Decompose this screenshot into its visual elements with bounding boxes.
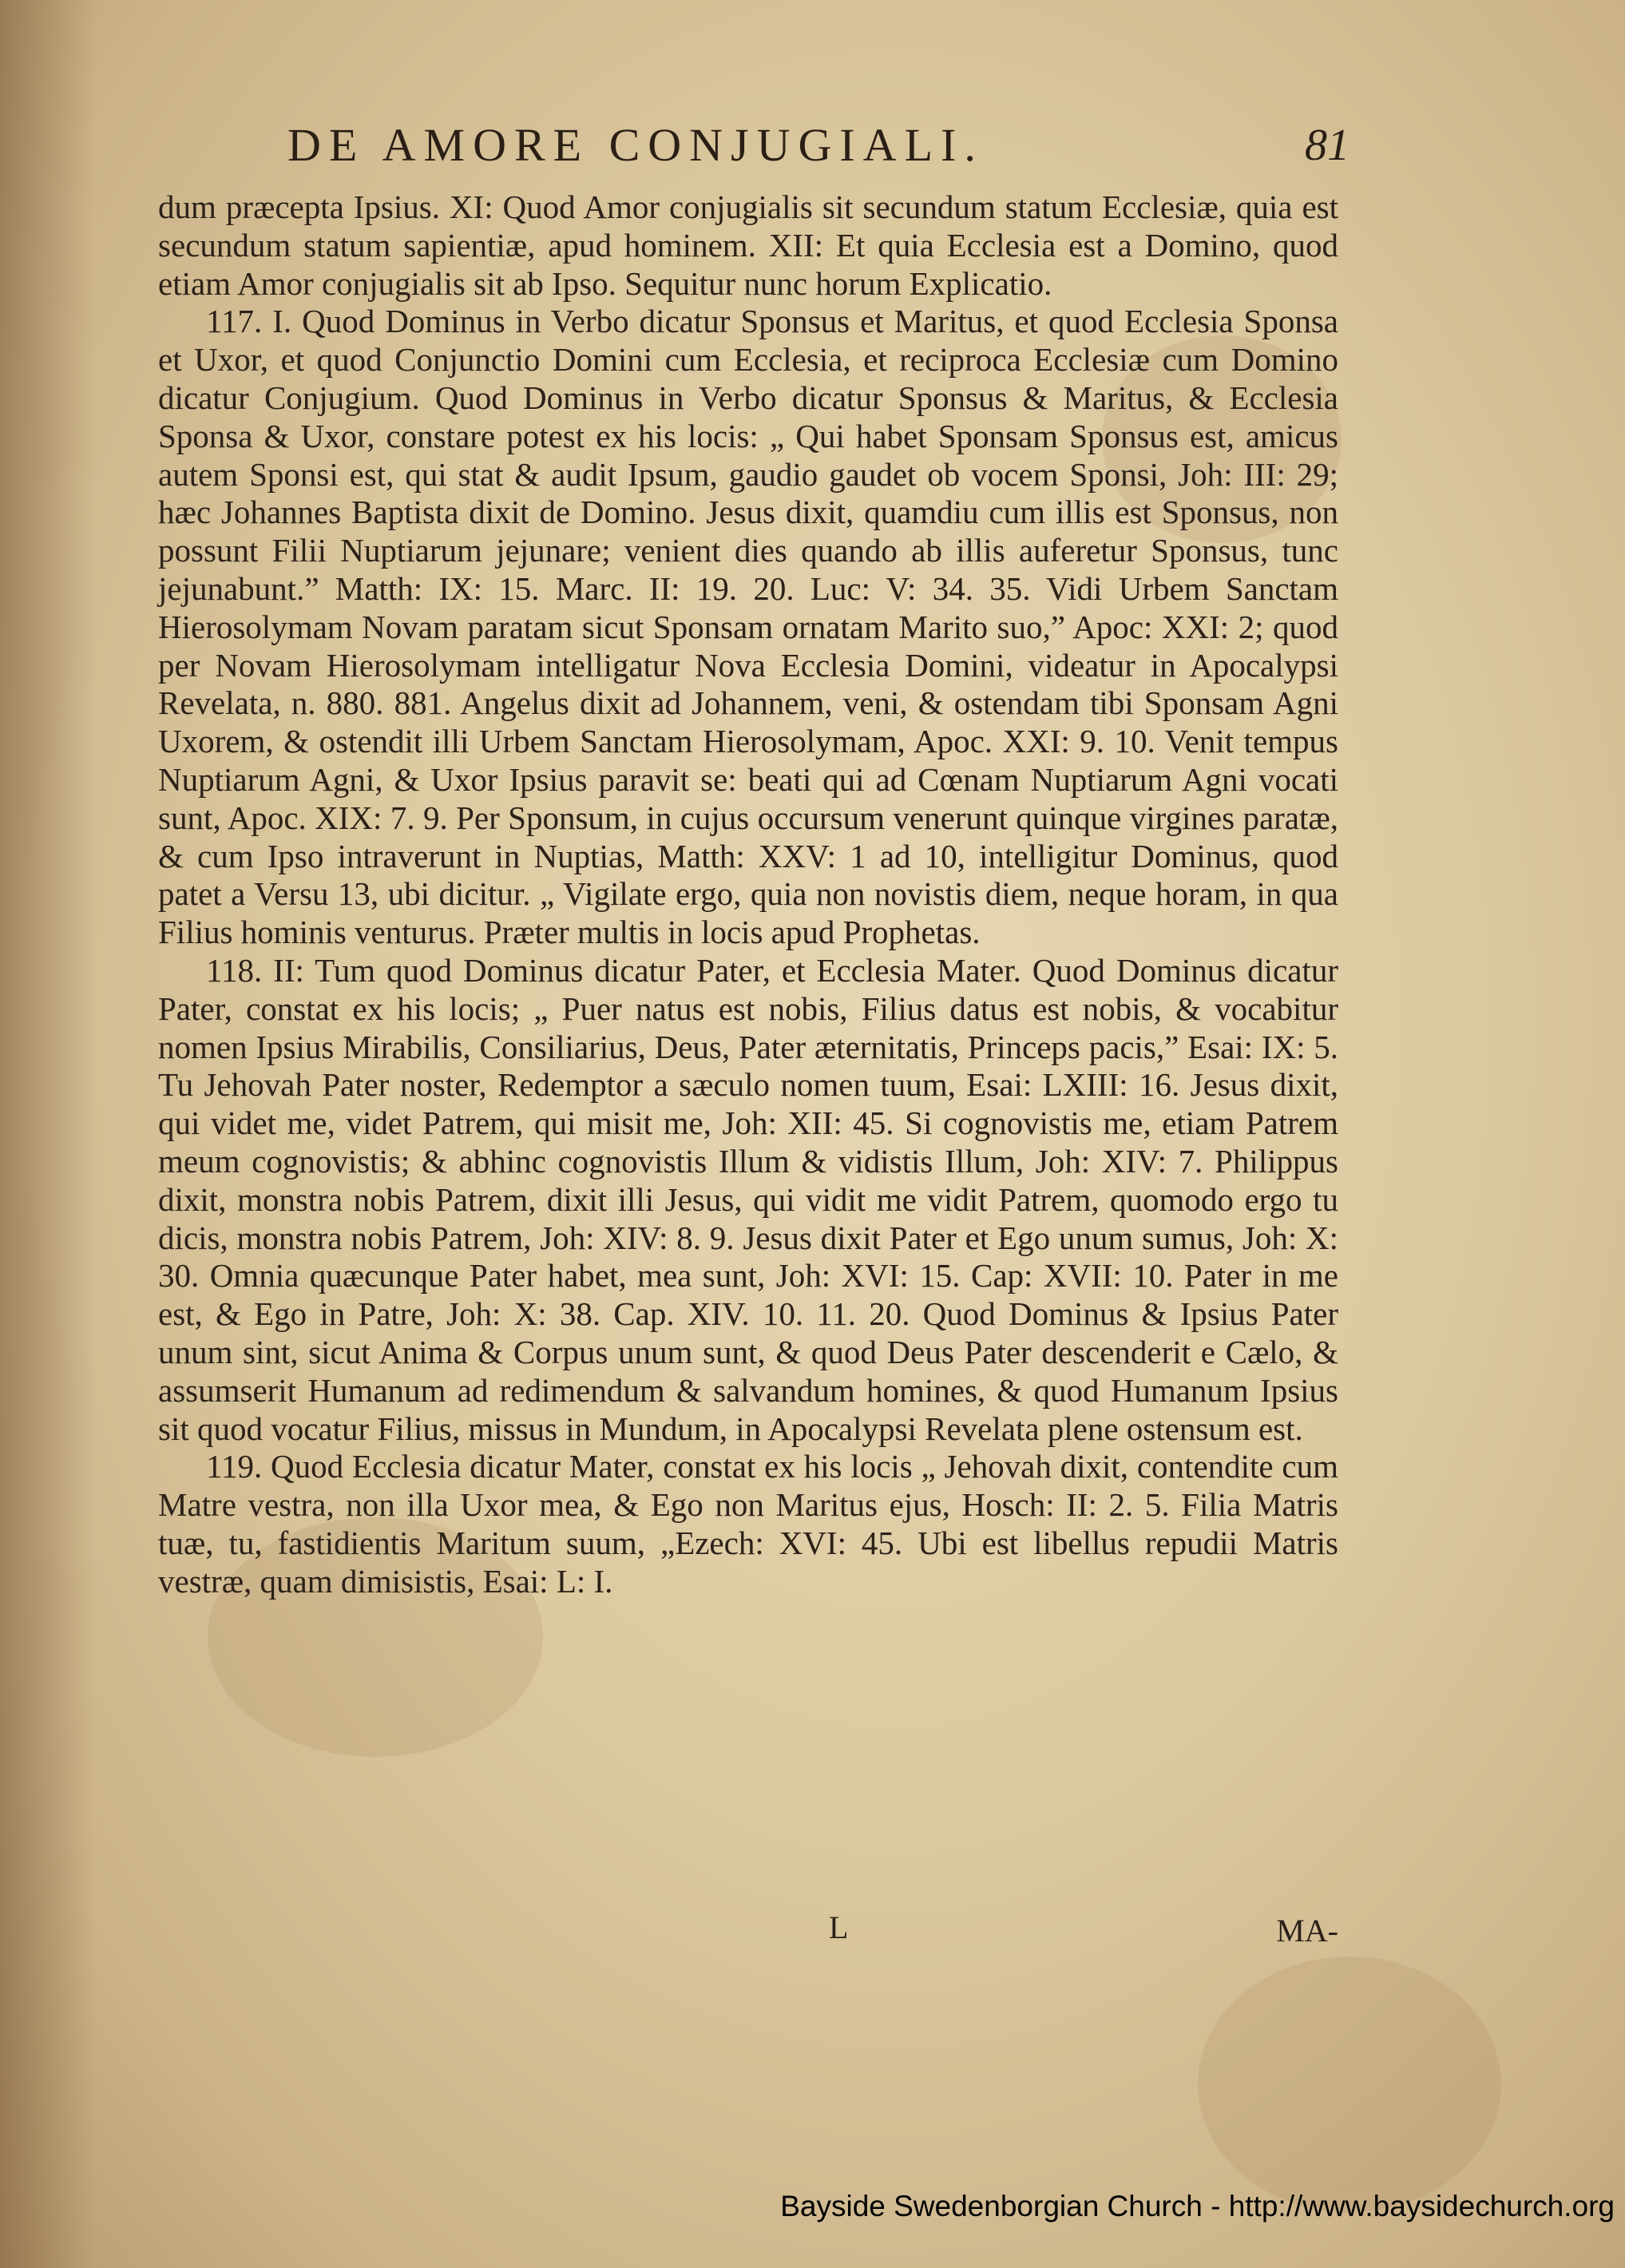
paragraph-118: 118. II: Tum quod Dominus dicatur Pater, et Ecclesia Mater. Quod Dominus dicatur Pater, constat ex his locis; „ Puer natus est nobis, Filius datus est nobis, & vocabitur nomen Ipsius Mirabilis, Consiliarius, Deus, Pater æternitatis, Princeps pacis,” Esai: IX: 5. Tu Jehovah Pater noster, Redemptor a sæculo nomen tuum, Esai: LXIII: 16. Jesus dixit, qui videt me, videt Patrem, qui misit me, Joh: XII: 45. Si cognovistis me, etiam Patrem meum cognovistis; & abhinc cognovistis Illum & vidistis Illum, Joh: XIV: 7. Philippus dixit, monstra nobis Patrem, dixit illi Jesus, qui vidit me vidit Patrem, quomodo ergo tu dicis, monstra nobis Patrem, Joh: XIV: 8. 9. Jesus dixit Pater et Ego unum sumus, Joh: X: 30. Omnia quæcunque Pater habet, mea sunt, Joh: XVI: 15. Cap: XVII: 10. Pater in me est, & Ego in Patre, Joh: X: 38. Cap. XIV. 10. 11. 20. Quod Dominus & Ipsius Pater unum sint, sicut Anima & Corpus unum sunt, & quod Deus Pater descenderit e Cælo, & assumserit Humanum ad redimendum & salvandum homines, & quod Humanum Ipsius sit quod vocatur Filius, missus in Mundum, in Apocalypsi Revelata plene ostensum est. [158,951,1338,1447]
catchword: MA- [1276,1913,1338,1949]
page-gutter-shadow [0,0,96,2268]
paragraph-continuation: dum præcepta Ipsius. XI: Quod Amor conjugialis sit secundum statum Ecclesiæ, quia est secundum statum sapientiæ, apud hominem. XII: Et quia Ecclesia est a Domino, quod etiam Amor conjugialis sit ab Ipso. Sequitur nunc horum Explicatio. [158,188,1338,302]
paragraph-117: 117. I. Quod Dominus in Verbo dicatur Sponsus et Maritus, et quod Ecclesia Sponsa et Uxor, et quod Conjunctio Domini cum Ecclesia, et reciproca Ecclesiæ cum Domino dicatur Conjugium. Quod Dominus in Verbo dicatur Sponsus & Maritus, & Ecclesia Sponsa & Uxor, constare potest ex his locis: „ Qui habet Sponsam Sponsus est, amicus autem Sponsi est, qui stat & audit Ipsum, gaudio gaudet ob vocem Sponsi, Joh: III: 29; hæc Johannes Baptista dixit de Domino. Jesus dixit, quamdiu cum illis est Sponsus, non possunt Filii Nuptiarum jejunare; venient dies quando ab illis auferetur Sponsus, tunc jejunabunt.” Matth: IX: 15. Marc. II: 19. 20. Luc: V: 34. 35. Vidi Urbem Sanctam Hierosolymam Novam paratam sicut Sponsam ornatam Marito suo,” Apoc: XXI: 2; quod per Novam Hierosolymam intelligatur Nova Ecclesia Domini, videatur in Apocalypsi Revelata, n. 880. 881. Angelus dixit ad Johannem, veni, & ostendam tibi Sponsam Agni Uxorem, & ostendit illi Urbem Sanctam Hierosolymam, Apoc. XXI: 9. 10. Venit tempus Nuptiarum Agni, & Uxor Ipsius paravit se: beati qui ad Cœnam Nuptiarum Agni vocati sunt, Apoc. XIX: 7. 9. Per Sponsum, in cujus occursum venerunt quinque virgines paratæ, & cum Ipso intraverunt in Nuptias, Matth: XXV: 1 ad 10, intelligitur Dominus, quod patet a Versu 13, ubi dicitur. „ Vigilate ergo, quia non novistis diem, neque horam, in qua Filius hominis venturus. Præter multis in locis apud Prophetas. [158,303,1338,951]
running-title: DE AMORE CONJUGIALI. [287,119,984,171]
page-header [287,118,1350,174]
paragraph-119: 119. Quod Ecclesia dicatur Mater, constat ex his locis „ Jehovah dixit, contendite cum Matre vestra, non illa Uxor mea, & Ego non Maritus ejus, Hosch: II: 2. 5. Filia Matris tuæ, tu, fastidientis Maritum suum, „Ezech: XVI: 45. Ubi est libellus repudii Matris vestræ, quam dimisistis, Esai: L: I. [158,1448,1338,1600]
page-number: 81 [1305,121,1350,170]
body-text [158,188,1338,1600]
watermark-credit: Bayside Swedenborgian Church - http://www.baysidechurch.org [780,2190,1615,2222]
signature-mark: L [829,1909,849,1945]
page-footer [158,1909,1338,1957]
paper-stain [1198,1957,1501,2212]
